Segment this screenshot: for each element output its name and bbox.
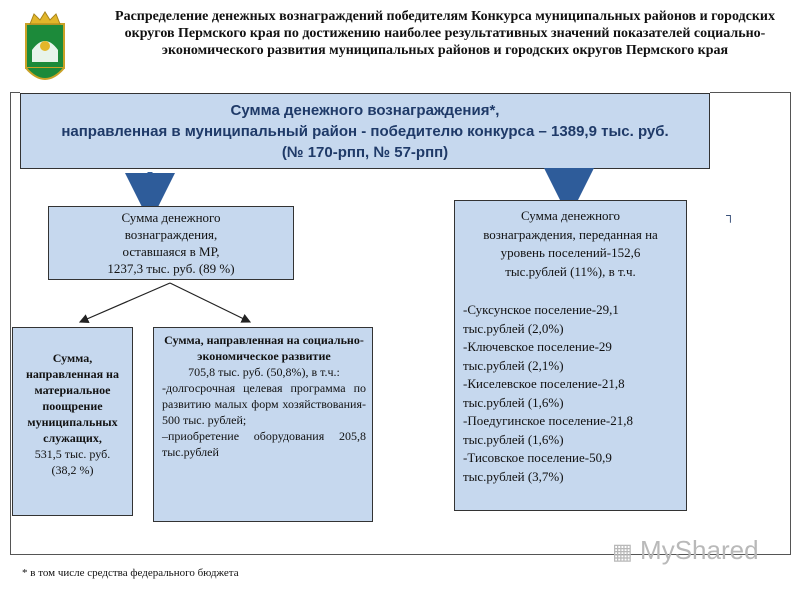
econ-development-box (153, 327, 373, 522)
settlement-item-amount: тыс.рублей (1,6%) (463, 431, 564, 447)
total-award-line1: Сумма денежного вознаграждения*, (230, 102, 500, 119)
settlements-head2: вознаграждения, переданная на (483, 226, 658, 242)
total-award-line3: (№ 170-рпп, № 57-рпп) (281, 144, 449, 161)
total-award-line2: направленная в муниципальный район - победителю конкурса – 1389,9 тыс. руб. (61, 123, 669, 140)
arrow-to-municipal (80, 283, 170, 322)
municipal-line2: (38,2 %) (51, 463, 94, 477)
mr-line3: оставшаяся в МР, (122, 244, 220, 259)
mr-line1: Сумма денежного (121, 210, 221, 225)
footnote: * в том числе средства федерального бюджета (22, 567, 239, 579)
municipal-head: Сумма, направленная на материальное поощрение муниципальных служащих, (26, 351, 119, 445)
settlement-item-amount: тыс.рублей (2,1%) (463, 357, 564, 373)
settlement-item-name: -Киселевское поселение-21,8 (463, 376, 625, 391)
econ-line3: –приобретение оборудования 205,8 тыс.рублей (162, 429, 366, 459)
arrow-to-econ (170, 283, 250, 322)
watermark-logo (612, 535, 759, 566)
mr-line2: вознаграждения, (124, 227, 218, 242)
settlement-item-amount: тыс.рублей (3,7%) (463, 468, 564, 484)
settlement-item-amount: тыс.рублей (1,6%) (463, 394, 564, 410)
settlements-head3: уровень поселений-152,6 (500, 245, 641, 260)
page-title: Распределение денежных вознаграждений победителям Конкурса муниципальных районов и городских округов Пермского края по достижению наиболее результативных значений показателей социально-экономического развития муниципальных районов и городских округов Пермского края (115, 9, 775, 58)
econ-line2: -долгосрочная целевая программа по развитию малых форм хозяйствования- 500 тыс. рублей; (162, 381, 366, 427)
settlements-head1: Сумма денежного (520, 208, 621, 223)
tick-mark: ┐ (726, 208, 735, 222)
watermark-text: MyShared (640, 535, 759, 565)
econ-head: Сумма, направленная на социально-экономическое развитие (164, 333, 364, 363)
settlement-item-amount: тыс.рублей (2,0%) (463, 320, 564, 336)
municipal-employees-box (12, 327, 133, 516)
settlement-item-name: -Суксунское поселение-29,1 (463, 302, 619, 317)
econ-line1: 705,8 тыс. руб. (50,8%), в т.ч.: (188, 365, 340, 379)
settlement-item-name: -Ключевское поселение-29 (463, 339, 612, 354)
mr-line4: 1237,3 тыс. руб. (89 %) (107, 261, 235, 276)
settlements-box (454, 200, 687, 511)
settlement-item-name: -Тисовское поселение-50,9 (463, 450, 612, 465)
watermark-icon: ▦ (612, 539, 633, 564)
municipal-line1: 531,5 тыс. руб. (34, 447, 111, 461)
settlements-head4: тыс.рублей (11%), в т.ч. (505, 263, 636, 279)
mr-remaining-box (48, 206, 294, 280)
settlement-item-name: -Поедугинское поселение-21,8 (463, 413, 633, 428)
